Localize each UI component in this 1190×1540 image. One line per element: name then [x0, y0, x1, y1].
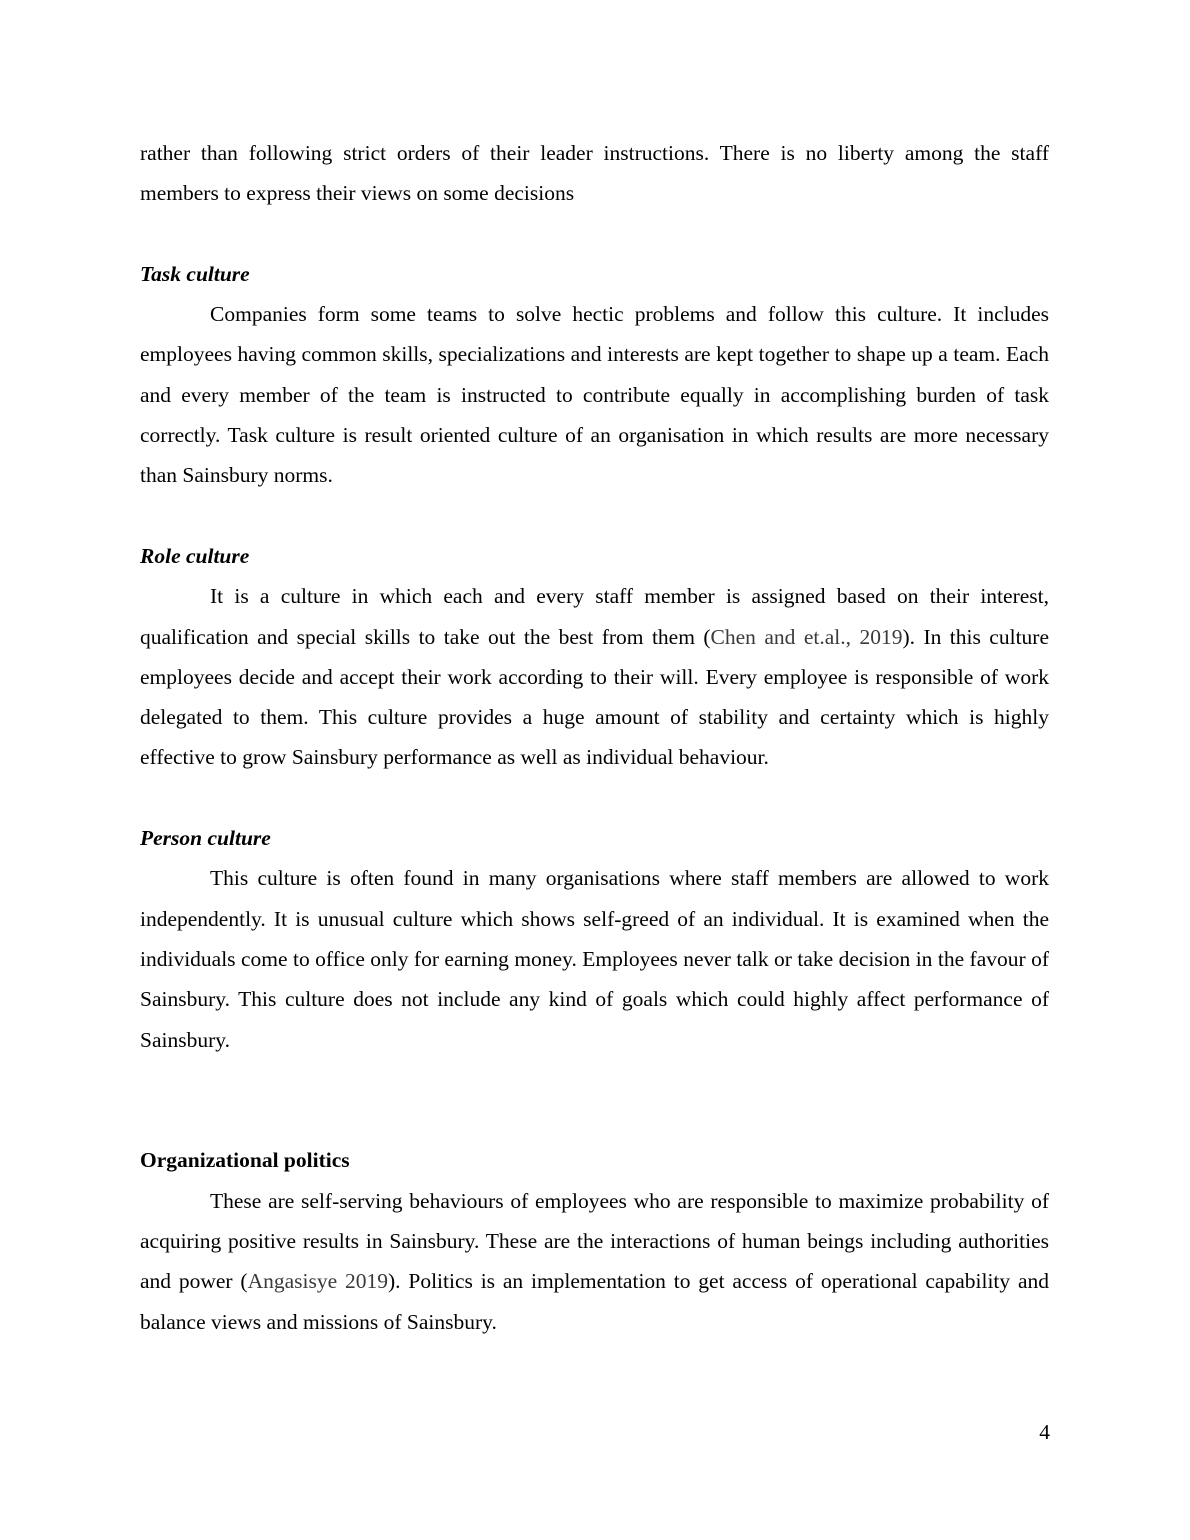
role-culture-text-before: It is a culture in which each and every staff member is assigned based on their interest, qualification and special skills to take out the best from them (	[140, 584, 1049, 649]
organizational-politics-paragraph	[140, 1181, 1049, 1342]
spacer	[140, 496, 1049, 536]
role-culture-citation: Chen and et.al., 2019	[710, 624, 903, 649]
person-culture-paragraph: This culture is often found in many organisations where staff members are allowed to work independently. It is unusual culture which shows self-greed of an individual. It is examined when the individuals come to office only for earning money. Employees never talk or take decision in the favour of Sainsbury. This culture does not include any kind of goals which could highly affect performance of Sainsbury.	[140, 866, 1049, 1052]
politics-citation: Angasisye 2019	[247, 1269, 388, 1294]
document-page	[140, 133, 1049, 1342]
role-culture-paragraph	[140, 576, 1049, 777]
task-culture-paragraph: Companies form some teams to solve hectic problems and follow this culture. It includes employees having common skills, specializations and interests are kept together to shape up a team. Each and every member of the team is instructed to contribute equally in accomplishing burden of task correctly. Task culture is result oriented culture of an organisation in which results are more necessary than Sainsbury norms.	[140, 302, 1049, 488]
role-culture-heading: Role culture	[140, 543, 250, 568]
spacer	[140, 214, 1049, 254]
task-culture-heading: Task culture	[140, 261, 250, 286]
spacer	[140, 778, 1049, 818]
role-culture-text-after: ). In this culture employees decide and accept their work according to their will. Every employee is responsible of work delegated to them. This culture provides a huge amount of stability and certainty which is highly effective to grow Sainsbury performance as well as individual behaviour.	[140, 624, 1050, 770]
intro-paragraph: rather than following strict orders of their leader instructions. There is no liberty among the staff members to express their views on some decisions	[140, 141, 1049, 206]
spacer	[140, 1060, 1049, 1141]
politics-text-after: ). Politics is an implementation to get access of operational capability and balance views and missions of Sainsbury.	[140, 1269, 1050, 1334]
organizational-politics-heading: Organizational politics	[140, 1148, 350, 1173]
person-culture-heading: Person culture	[140, 826, 271, 851]
politics-text-before: These are self-serving behaviours of employees who are responsible to maximize probability of acquiring positive results in Sainsbury. These are the interactions of human beings including authorities and power (	[140, 1188, 1049, 1294]
page-number: 4	[1039, 1420, 1050, 1444]
